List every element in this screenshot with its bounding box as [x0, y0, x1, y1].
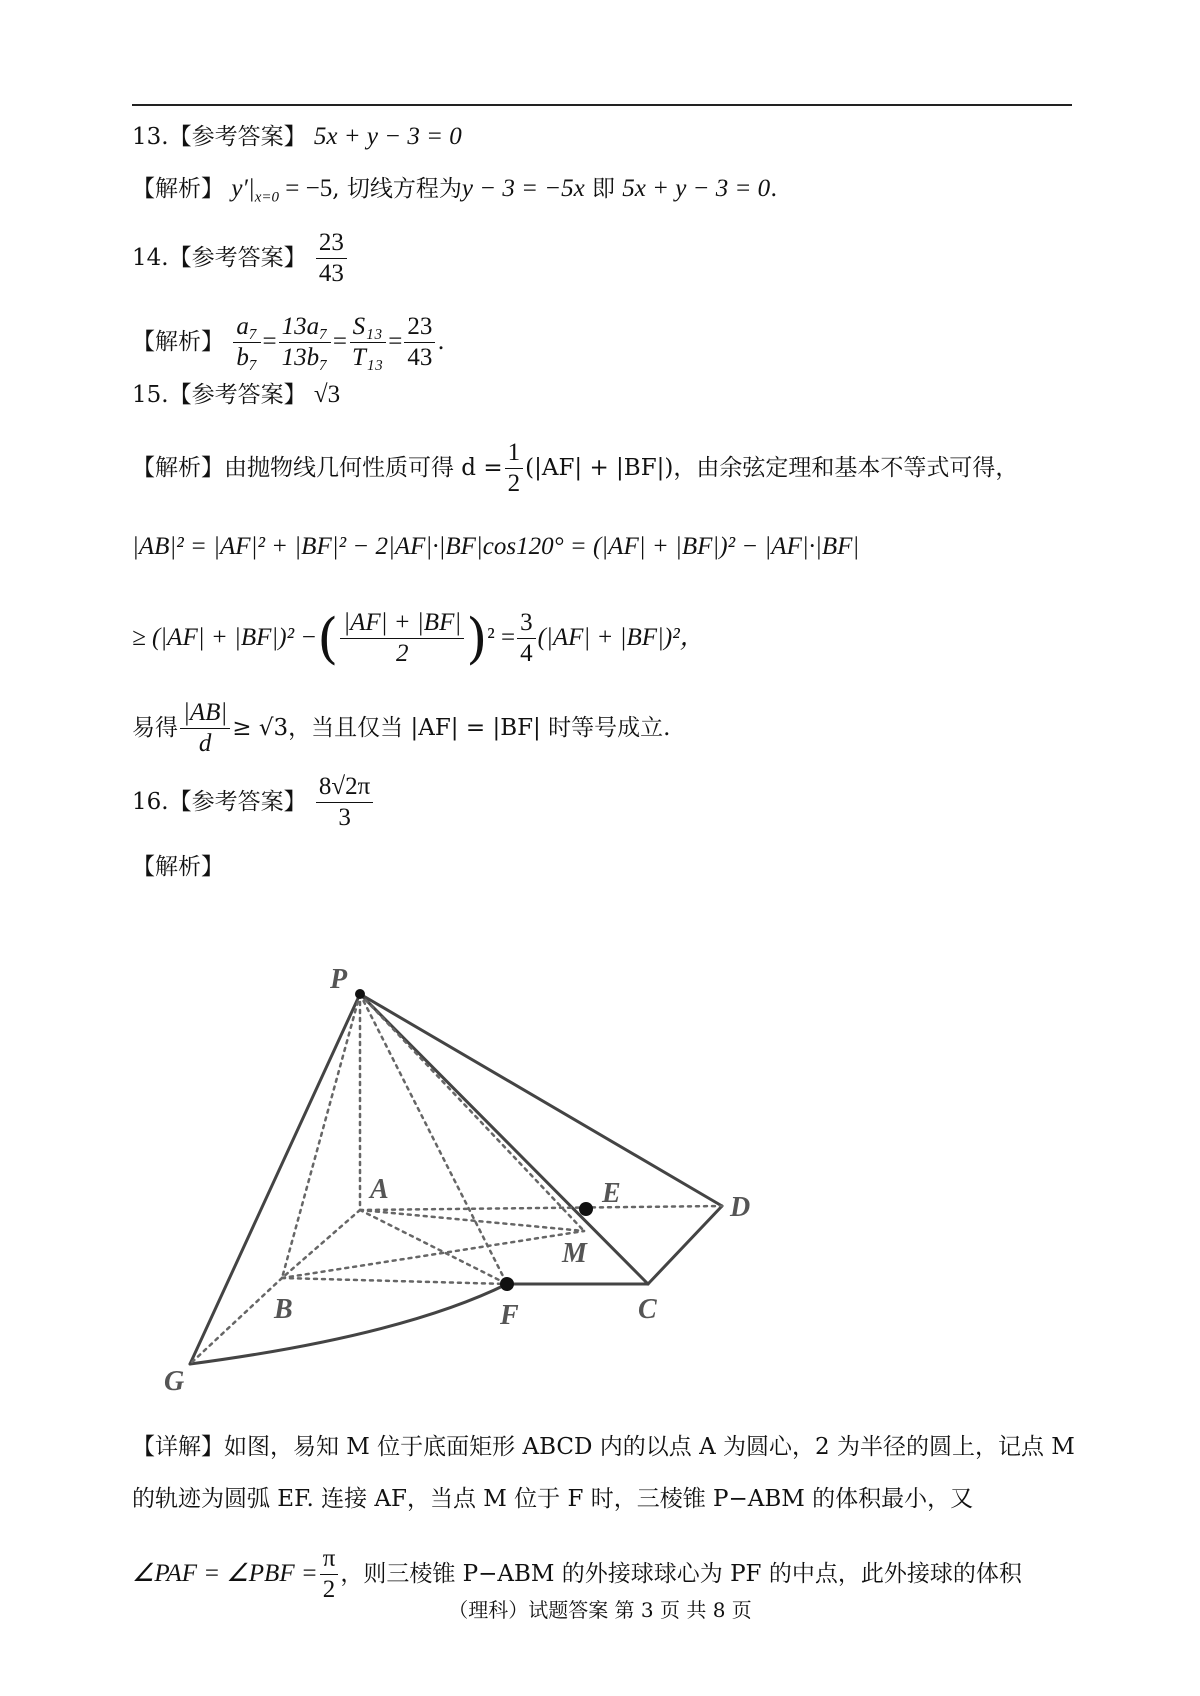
edge-AM	[360, 1210, 584, 1231]
q13-deriv-sub: x=0	[254, 189, 280, 206]
q13-label: 13.【参考答案】	[132, 124, 307, 150]
q16-detail-line2: 的轨迹为圆弧 EF. 连接 AF，当点 M 位于 F 时，三棱锥 P−ABM 的体积最小，又	[132, 1486, 974, 1512]
label-F: F	[500, 1300, 519, 1331]
label-P: P	[330, 964, 348, 995]
q15-answer: √3	[313, 381, 341, 408]
q15-line3-d: (|AF| + |BF|)²，	[537, 623, 705, 651]
point-E	[579, 1202, 593, 1216]
q13-analysis-label: 【解析】	[132, 176, 224, 202]
q13-eq1: y − 3 = −5x	[461, 175, 585, 202]
q16-answer-den: 3	[338, 804, 351, 832]
q14-answer-line	[132, 230, 349, 288]
q15-line4-frac-num: |AB|	[180, 700, 230, 729]
q15-analysis-line2: |AB|² = |AF|² + |BF|² − 2|AF|·|BF|cos120° = (|AF| + |BF|)² − |AF|·|BF|	[132, 533, 860, 560]
q14-analysis-line: 【解析】 $\frac{\text{a₇}}{\text{b₇}}$ = $\frac{\text{13a₇}}{\text{13b₇}}$ = $\frac{\text{S₁₃}}{\text{T₁₃}}$ = $\frac{23}{43}$ .	[132, 313, 445, 372]
q16-detail-text1: 如图，易知 M 位于底面矩形 ABCD 内的以点 A 为圆心，2 为半径的圆上，记点 M	[224, 1434, 1075, 1460]
q14-label: 14.【参考答案】	[132, 244, 307, 271]
q15-line3-frac	[340, 610, 464, 668]
q14-analysis-label: 【解析】	[132, 328, 224, 355]
q16-label: 16.【参考答案】	[132, 788, 307, 815]
q13-deriv-val: = −5	[279, 175, 333, 202]
q13-mid: 即	[584, 176, 623, 202]
q13-answer: 5x + y − 3 = 0	[313, 123, 462, 150]
q15-line3-a: ≥ (|AF| + |BF|)² −	[132, 623, 318, 651]
q15-line3-b: ² =	[487, 623, 516, 651]
q15-line4-frac	[180, 700, 230, 758]
q15-label: 15.【参考答案】	[132, 382, 307, 408]
q15-half-num: 1	[505, 440, 524, 469]
q15-line3-frac-den: 2	[395, 640, 409, 668]
q15-line1-b: (|AF| + |BF|)，由余弦定理和基本不等式可得，	[525, 454, 1019, 481]
q14-answer-frac	[316, 230, 347, 288]
q16-detail-line1	[132, 1432, 1075, 1462]
pyramid-figure	[132, 926, 812, 1396]
q13-end: .	[770, 176, 778, 202]
q13-analysis-text: , 切线方程为	[332, 176, 462, 202]
q16-detail-label: 【详解】	[132, 1434, 224, 1460]
q15-line3-frac-num: |AF| + |BF|	[340, 610, 464, 639]
q13-deriv: y′|	[231, 175, 255, 202]
label-E: E	[602, 1178, 621, 1209]
q14-frac3	[349, 314, 386, 372]
q15-analysis-line4	[132, 700, 670, 758]
q15-analysis-line3: ≥ (|AF| + |BF|)² −( $\frac{|AF| + |BF|}{2}$ )² = $\frac{3}{4}$ (|AF| + |BF|)²，	[132, 606, 705, 670]
q14-frac1	[233, 314, 260, 372]
label-C: C	[638, 1294, 657, 1325]
q15-line3-c-num: 3	[517, 610, 536, 639]
q14-frac2	[279, 314, 331, 372]
label-G: G	[164, 1366, 185, 1396]
edge-BF	[282, 1278, 507, 1284]
q16-detail-line3-b: ，则三棱锥 P−ABM 的外接球球心为 PF 的中点，此外接球的体积	[340, 1560, 1022, 1587]
q13-analysis-line	[132, 174, 777, 213]
q15-analysis-label: 【解析】	[132, 454, 224, 481]
q15-line4-b: ≥ √3，当且仅当 |AF| = |BF| 时等号成立.	[232, 714, 671, 741]
q14-frac2-den: 13b₇	[281, 344, 328, 372]
q14-frac4-den: 43	[407, 344, 433, 372]
q14-frac3-den: T₁₃	[351, 344, 384, 372]
q15-answer-line	[132, 380, 340, 410]
q15-line3-c-frac	[517, 610, 536, 668]
q14-frac1-num: a₇	[233, 314, 260, 343]
q15-line4-frac-den: d	[198, 730, 212, 758]
q14-answer-num: 23	[316, 230, 347, 259]
arc-GF	[190, 1284, 507, 1364]
point-P	[355, 989, 365, 999]
point-F	[500, 1277, 514, 1291]
q16-detail-line3-a: ∠PAF = ∠PBF =	[132, 1559, 318, 1587]
page-footer: （理科）试题答案 第 3 页 共 8 页	[448, 1598, 752, 1622]
q14-frac4-num: 23	[404, 314, 435, 343]
q16-answer-line	[132, 774, 375, 832]
label-A: A	[370, 1174, 389, 1205]
q14-frac2-num: 13a₇	[279, 314, 331, 343]
edge-AD	[360, 1206, 722, 1210]
q14-frac1-den: b₇	[236, 344, 258, 372]
q15-half-frac	[505, 440, 524, 498]
q14-answer-den: 43	[318, 260, 344, 288]
edge-CD	[648, 1206, 722, 1284]
q16-detail-frac-den: 2	[322, 1576, 336, 1604]
q15-line1-a: 由抛物线几何性质可得 d =	[224, 454, 503, 481]
q15-analysis-line1	[132, 440, 1018, 498]
label-B: B	[274, 1294, 293, 1325]
label-M: M	[562, 1238, 587, 1269]
label-D: D	[730, 1192, 751, 1223]
q13-eq2: 5x + y − 3 = 0	[622, 175, 771, 202]
q14-frac4	[404, 314, 435, 372]
edge-PM	[360, 994, 584, 1231]
q13-answer-line	[132, 122, 462, 152]
q15-half-den: 2	[507, 470, 521, 498]
edge-AF	[360, 1210, 507, 1284]
q16-answer-num: 8√2π	[316, 774, 373, 803]
q15-line3-c-den: 4	[520, 640, 533, 668]
q16-analysis-label: 【解析】	[132, 854, 224, 880]
q14-frac3-num: S₁₃	[350, 314, 386, 343]
q16-answer-frac	[316, 774, 373, 832]
q16-detail-frac-num: π	[320, 1546, 339, 1575]
header-rule	[132, 104, 1072, 106]
q15-line4-a: 易得	[132, 714, 178, 741]
q14-end: .	[437, 328, 445, 355]
